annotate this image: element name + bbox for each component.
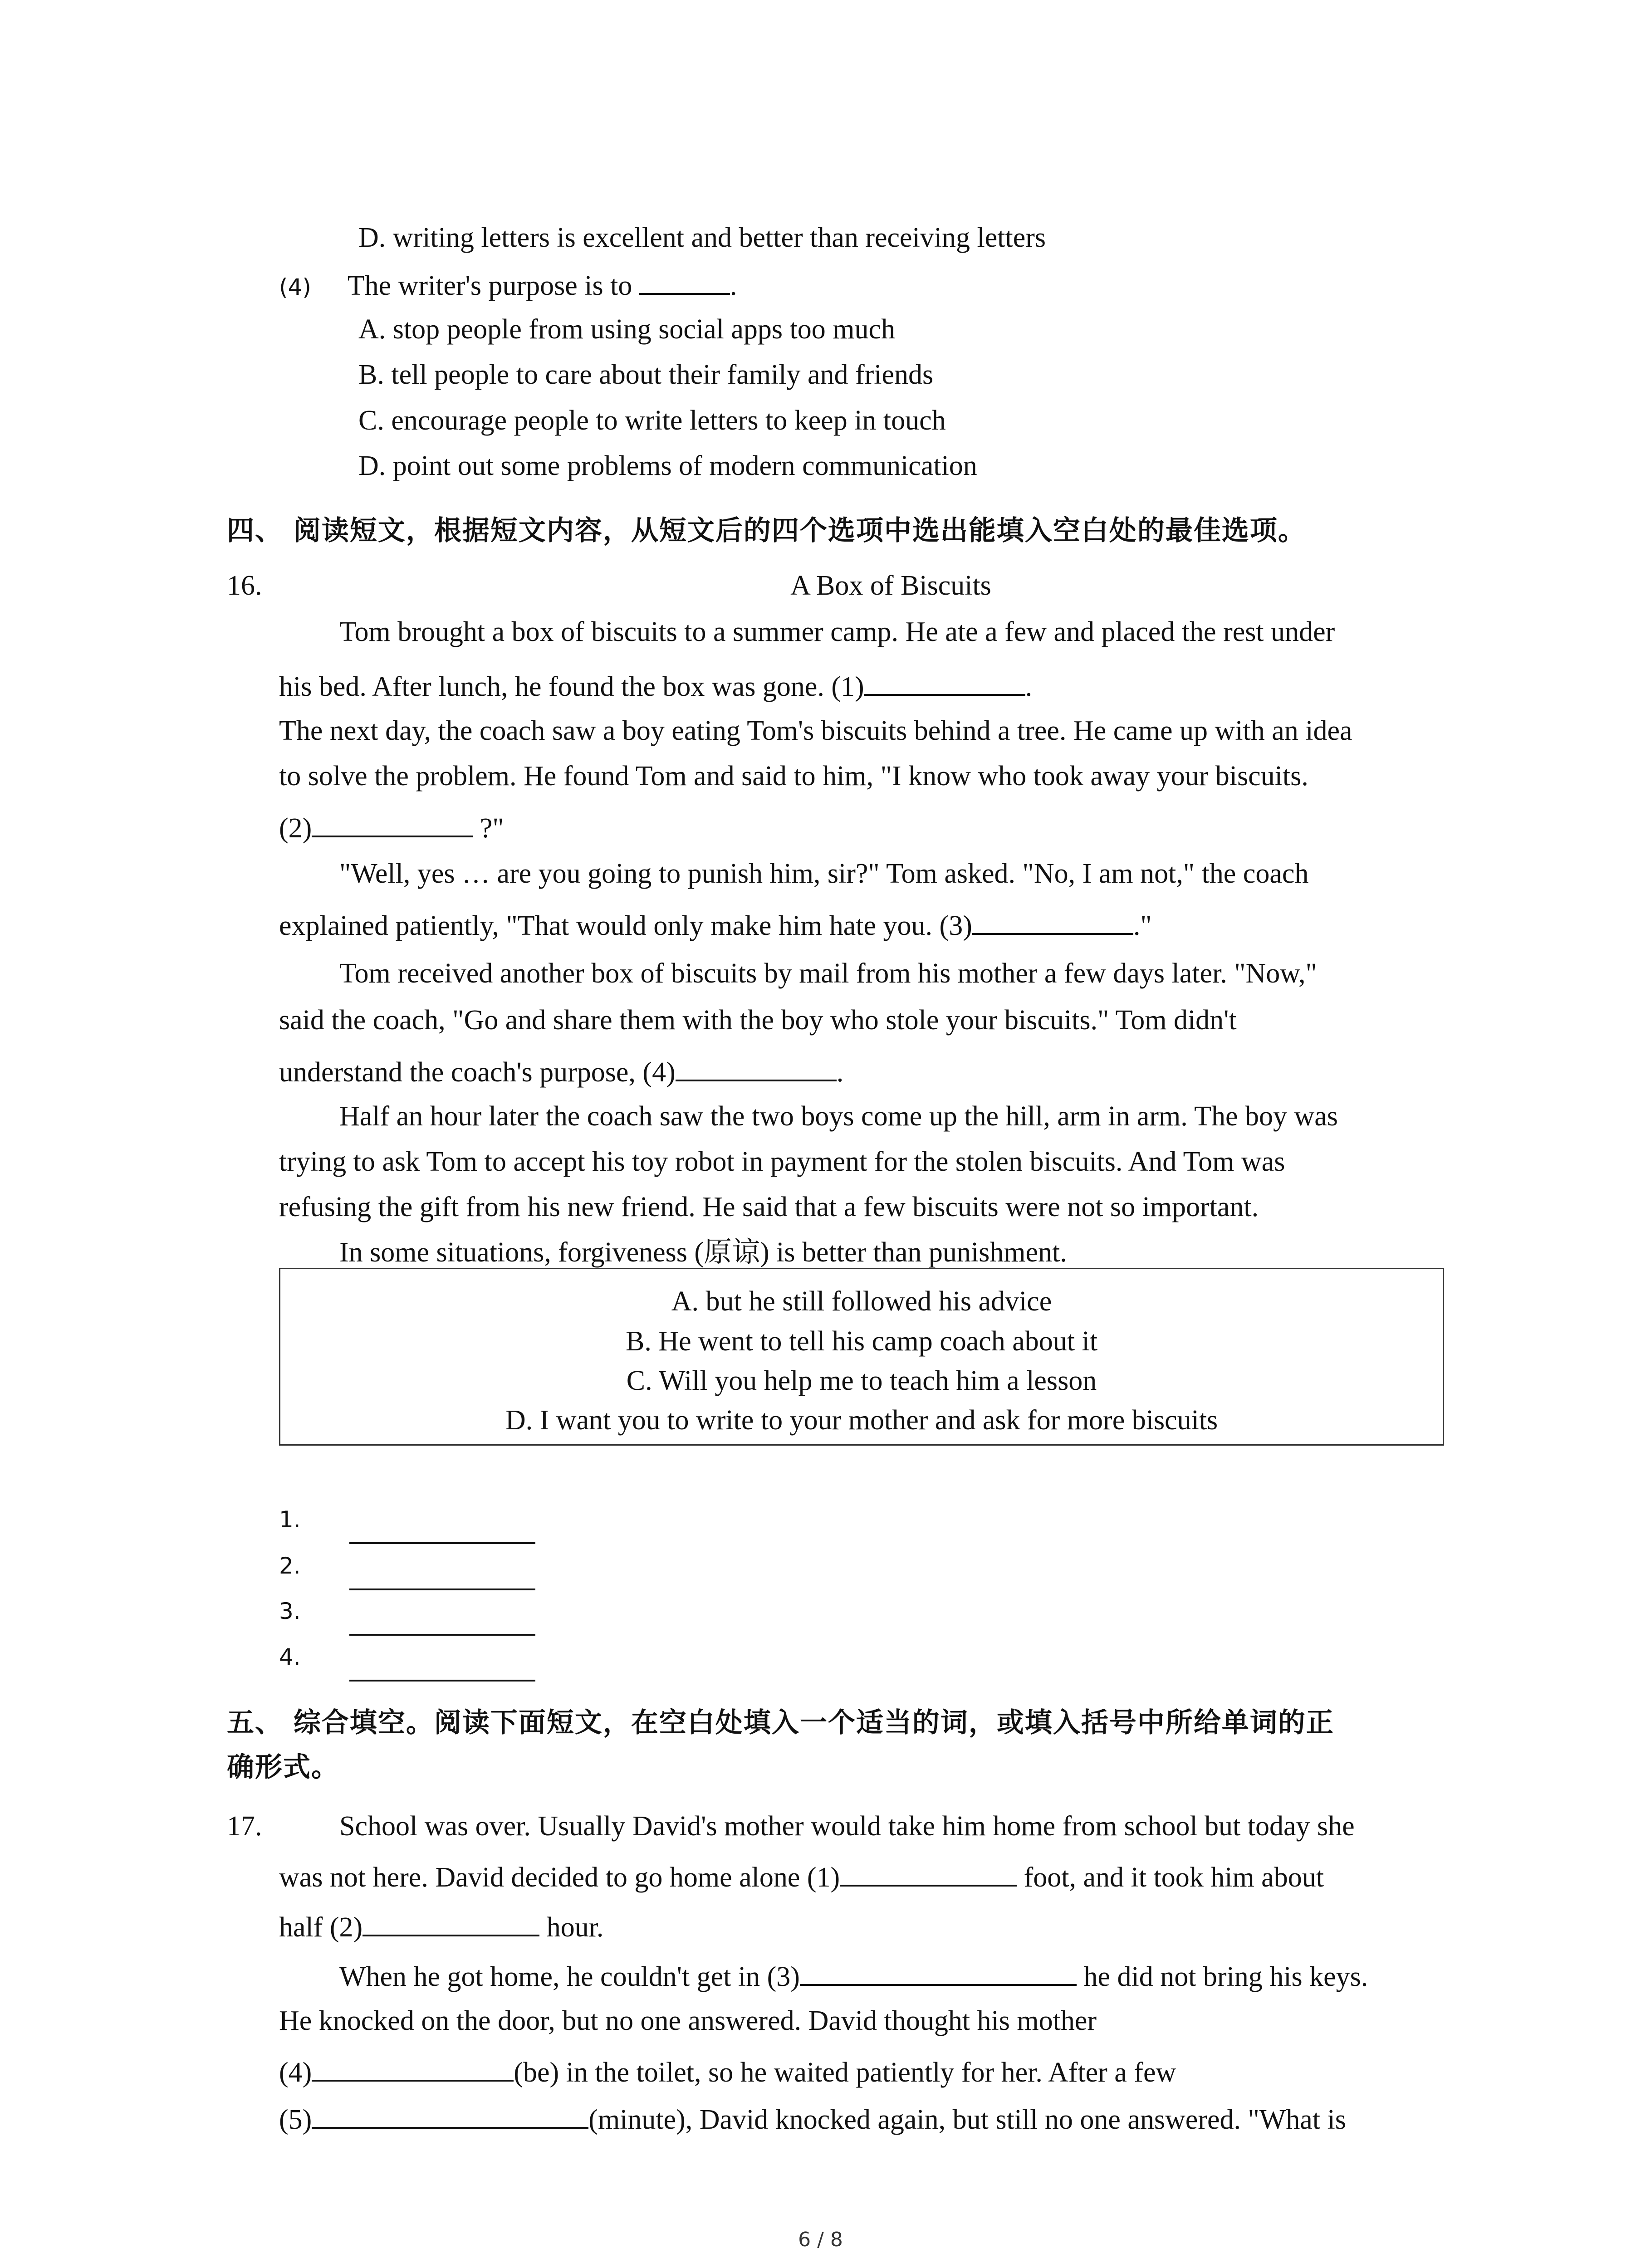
q16-para-line: Tom brought a box of biscuits to a summer camp. He ate a few and placed the rest under [339, 616, 1335, 647]
q16-text: explained patiently, "That would only make him hate you. (3) [279, 910, 972, 941]
q16-para-line-blank4 [279, 1056, 843, 1086]
q16-text: understand the coach's purpose, (4) [279, 1057, 676, 1088]
q17-blank-5[interactable] [312, 2103, 588, 2129]
q15-sub4-option-d: D. point out some problems of modern communication [358, 450, 977, 481]
q15-sub4-blank[interactable] [639, 269, 730, 295]
q16-para-line-blank3 [279, 909, 1152, 940]
q16-text: ?" [473, 813, 504, 844]
q17-text: (4) [279, 2057, 312, 2088]
q17-text: (5) [279, 2104, 312, 2135]
q17-para-line-blank1 [279, 1861, 1324, 1892]
q15-sub4 [279, 269, 737, 300]
q15-sub4-stem: The writer's purpose is to [347, 270, 632, 301]
q16-para-line: "Well, yes … are you going to punish him, sir?" Tom asked. "No, I am not," the coach [339, 858, 1309, 889]
page-number: 6 / 8 [798, 2228, 843, 2251]
q16-box-option-c: C. Will you help me to teach him a lesson [626, 1365, 1097, 1396]
section5-heading-line1: 五、 综合填空。阅读下面短文，在空白处填入一个适当的词，或填入括号中所给单词的正 [227, 1707, 1334, 1739]
q16-blank-4[interactable] [676, 1056, 837, 1081]
q17-text: he did not bring his keys. [1076, 1961, 1368, 1992]
q16-para-line: Half an hour later the coach saw the two boys come up the hill, arm in arm. The boy was [339, 1101, 1338, 1132]
q17-blank-2[interactable] [362, 1911, 539, 1936]
answer-number-4: 4. [279, 1644, 301, 1670]
q16-para-line-blank2 [279, 812, 504, 842]
answer-number-2: 2. [279, 1553, 301, 1579]
q17-text: was not here. David decided to go home alone (1) [279, 1862, 840, 1893]
q17-para-line-blank5 [279, 2103, 1346, 2134]
q17-text: hour. [539, 1912, 604, 1943]
q17-text: When he got home, he couldn't get in (3) [339, 1961, 800, 1992]
q16-para-line: trying to ask Tom to accept his toy robot in payment for the stolen biscuits. And Tom was [279, 1146, 1285, 1177]
q16-text: . [1025, 671, 1033, 702]
q16-para-line: refusing the gift from his new friend. He said that a few biscuits were not so important. [279, 1192, 1259, 1222]
answer-line-2[interactable] [349, 1589, 535, 1590]
q17-para-line: He knocked on the door, but no one answered. David thought his mother [279, 2005, 1097, 2036]
q17-text: (be) in the toilet, so he waited patiently for her. After a few [514, 2057, 1176, 2088]
q17-para-line: School was over. Usually David's mother would take him home from school but today she [339, 1811, 1355, 1842]
q15-sub4-option-a: A. stop people from using social apps too much [358, 314, 895, 345]
q16-blank-1[interactable] [864, 670, 1025, 696]
q16-blank-3[interactable] [972, 909, 1133, 935]
q16-para-line: In some situations, forgiveness (原谅) is better than punishment. [339, 1237, 1067, 1268]
q16-box-option-b: B. He went to tell his camp coach about it [626, 1326, 1097, 1357]
q16-box-option-d: D. I want you to write to your mother and ask for more biscuits [505, 1405, 1218, 1436]
q16-text: (2) [279, 813, 312, 844]
q17-blank-1[interactable] [840, 1861, 1017, 1887]
q16-blank-2[interactable] [312, 812, 473, 837]
q15-option-d: D. writing letters is excellent and better than receiving letters [358, 222, 1046, 253]
q15-sub4-option-c: C. encourage people to write letters to keep in touch [358, 405, 946, 436]
q17-blank-3[interactable] [800, 1960, 1077, 1986]
q17-text: half (2) [279, 1912, 363, 1943]
q15-sub4-period: . [730, 270, 737, 301]
q15-sub4-option-b: B. tell people to care about their family and friends [358, 359, 934, 390]
q17-text: foot, and it took him about [1017, 1862, 1324, 1893]
q16-box-option-a: A. but he still followed his advice [671, 1286, 1052, 1317]
q17-para-line-blank2 [279, 1911, 603, 1941]
answer-line-3[interactable] [349, 1634, 535, 1636]
answer-number-1: 1. [279, 1506, 301, 1533]
q16-options-box [279, 1268, 1444, 1446]
q16-text: his bed. After lunch, he found the box was gone. (1) [279, 671, 864, 702]
q17-text: (minute), David knocked again, but still no one answered. "What is [588, 2104, 1346, 2135]
q16-title: A Box of Biscuits [790, 570, 991, 601]
q17-para-line-blank4 [279, 2056, 1176, 2087]
q16-text: . [836, 1057, 844, 1088]
q17-blank-4[interactable] [312, 2056, 514, 2082]
q16-para-line-blank1 [279, 670, 1032, 701]
q17-para-line-blank3 [339, 1960, 1368, 1991]
q15-sub4-number: (4) [279, 274, 311, 300]
section5-heading-line2: 确形式。 [227, 1751, 339, 1783]
q16-text: ." [1133, 910, 1152, 941]
q16-para-line: to solve the problem. He found Tom and said to him, "I know who took away your biscuits. [279, 761, 1308, 792]
q16-number: 16. [227, 570, 262, 601]
q16-para-line: Tom received another box of biscuits by mail from his mother a few days later. "Now," [339, 958, 1317, 989]
q16-para-line: said the coach, "Go and share them with the boy who stole your biscuits." Tom didn't [279, 1005, 1237, 1036]
q17-number: 17. [227, 1811, 262, 1842]
section4-heading: 四、 阅读短文，根据短文内容，从短文后的四个选项中选出能填入空白处的最佳选项。 [227, 515, 1306, 547]
answer-number-3: 3. [279, 1598, 301, 1624]
answer-line-1[interactable] [349, 1542, 535, 1544]
answer-line-4[interactable] [349, 1680, 535, 1681]
q16-para-line: The next day, the coach saw a boy eating Tom's biscuits behind a tree. He came up with an idea [279, 715, 1352, 746]
